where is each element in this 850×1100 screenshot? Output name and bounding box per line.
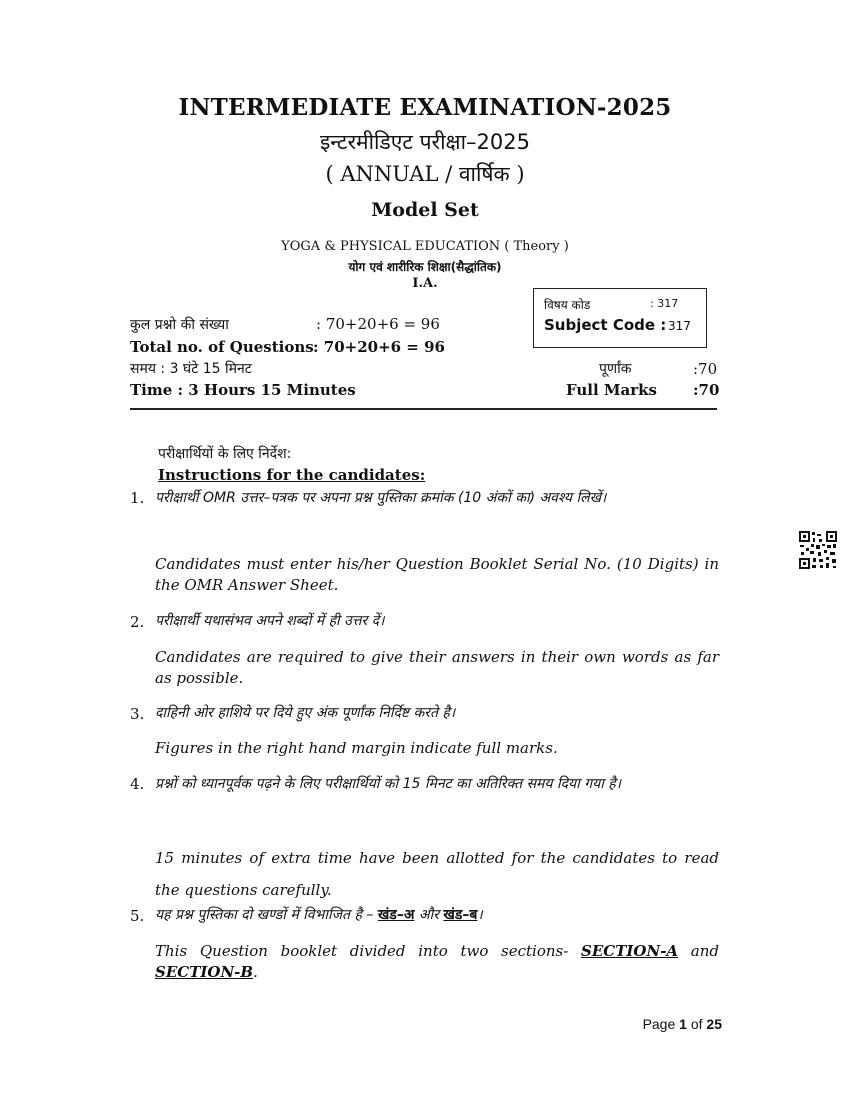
page-number: 1 <box>679 1016 687 1032</box>
subject-code-value-hindi: : 317 <box>650 297 679 310</box>
total-questions-value: : 70+20+6 = 96 <box>313 338 445 356</box>
and-word: and <box>690 942 719 960</box>
subject-code-label-hindi: विषय कोड <box>544 298 591 312</box>
paper-code: I.A. <box>412 276 438 291</box>
qr-code-icon <box>798 530 838 570</box>
instructions-heading: Instructions for the candidates: <box>158 466 426 484</box>
instructions-heading-hindi: परीक्षार्थियों के लिए निर्देश: <box>158 446 292 462</box>
subject-name-hindi: योग एवं शारीरिक शिक्षा(सैद्धांतिक) <box>348 260 502 274</box>
instruction-1-hindi: परीक्षार्थी OMR उत्तर–पत्रक पर अपना प्रश्न पुस्तिका क्रमांक (10 अंकों का) अवश्य लिखें। <box>155 490 607 506</box>
full-stop: . <box>253 963 258 981</box>
total-questions-value-hindi: : 70+20+6 = 96 <box>316 315 440 333</box>
exam-title-hindi: इन्टरमीडिएट परीक्षा–2025 <box>319 130 531 154</box>
instruction-number: 2. <box>130 613 145 631</box>
instruction-number: 5. <box>130 907 145 925</box>
total-questions-label-hindi: कुल प्रश्नो की संख्या <box>130 317 229 333</box>
page-word: Page <box>642 1016 676 1032</box>
exam-type: ( ANNUAL / वार्षिक ) <box>325 162 525 186</box>
of-word: of <box>690 1016 703 1032</box>
page-total: 25 <box>706 1016 722 1032</box>
section-a-label-hindi: खंड–अ <box>377 907 415 923</box>
and-word-hindi: और <box>418 907 439 923</box>
instruction-3-english: Figures in the right hand margin indicate full marks. <box>155 739 558 757</box>
instruction-5-hindi-text: यह प्रश्न पुस्तिका दो खण्डों में विभाजित है – <box>155 907 374 923</box>
instruction-1-english: Candidates must enter his/her Question Booklet Serial No. (10 Digits) in the OMR Answer Sheet. <box>155 555 719 594</box>
subject-code-box <box>533 288 707 348</box>
exam-title: INTERMEDIATE EXAMINATION-2025 <box>178 94 672 121</box>
page-indicator <box>643 1016 722 1032</box>
full-marks-value-hindi: :70 <box>693 360 718 378</box>
instruction-number: 1. <box>130 489 145 507</box>
instruction-3-hindi: दाहिनी ओर हाशिये पर दिये हुए अंक पूर्णांक निर्दिष्ट करते है। <box>155 705 456 721</box>
full-marks-value: :70 <box>693 381 720 399</box>
full-marks-label-hindi: पूर्णांक <box>599 361 632 377</box>
model-set-label: Model Set <box>371 199 479 221</box>
full-marks-label: Full Marks <box>566 381 657 399</box>
instruction-4-hindi: प्रश्नों को ध्यानपूर्वक पढ़ने के लिए परीक्षार्थियों को 15 मिनट का अतिरिक्त समय दिया गया है। <box>155 776 622 792</box>
subject-code-value: 317 <box>668 319 691 333</box>
total-questions-label: Total no. of Questions <box>130 338 314 356</box>
instruction-5-english <box>155 941 719 983</box>
time-label-hindi: समय : 3 घंटे 15 मिनट <box>130 361 252 377</box>
instruction-4-english: 15 minutes of extra time have been allotted for the candidates to read the questions carefully. <box>155 849 719 899</box>
instruction-5-hindi <box>155 899 719 931</box>
section-b-label-hindi: खंड–ब <box>443 907 478 923</box>
instruction-number: 4. <box>130 775 145 793</box>
time-label: Time : 3 Hours 15 Minutes <box>130 381 356 399</box>
header-divider <box>130 408 717 410</box>
instruction-2-hindi: परीक्षार्थी यथासंभव अपने शब्दों में ही उत्तर दें। <box>155 613 385 629</box>
section-b-label: SECTION-B <box>155 963 254 981</box>
instruction-number: 3. <box>130 705 145 723</box>
instruction-5-english-text: This Question booklet divided into two sections- <box>155 942 569 960</box>
subject-code-label: Subject Code : <box>544 316 667 334</box>
section-a-label: SECTION-A <box>581 942 679 960</box>
subject-name: YOGA & PHYSICAL EDUCATION ( Theory ) <box>281 239 569 254</box>
instruction-2-english: Candidates are required to give their answers in their own words as far as possible. <box>155 648 719 687</box>
full-stop-hindi: । <box>477 907 483 923</box>
